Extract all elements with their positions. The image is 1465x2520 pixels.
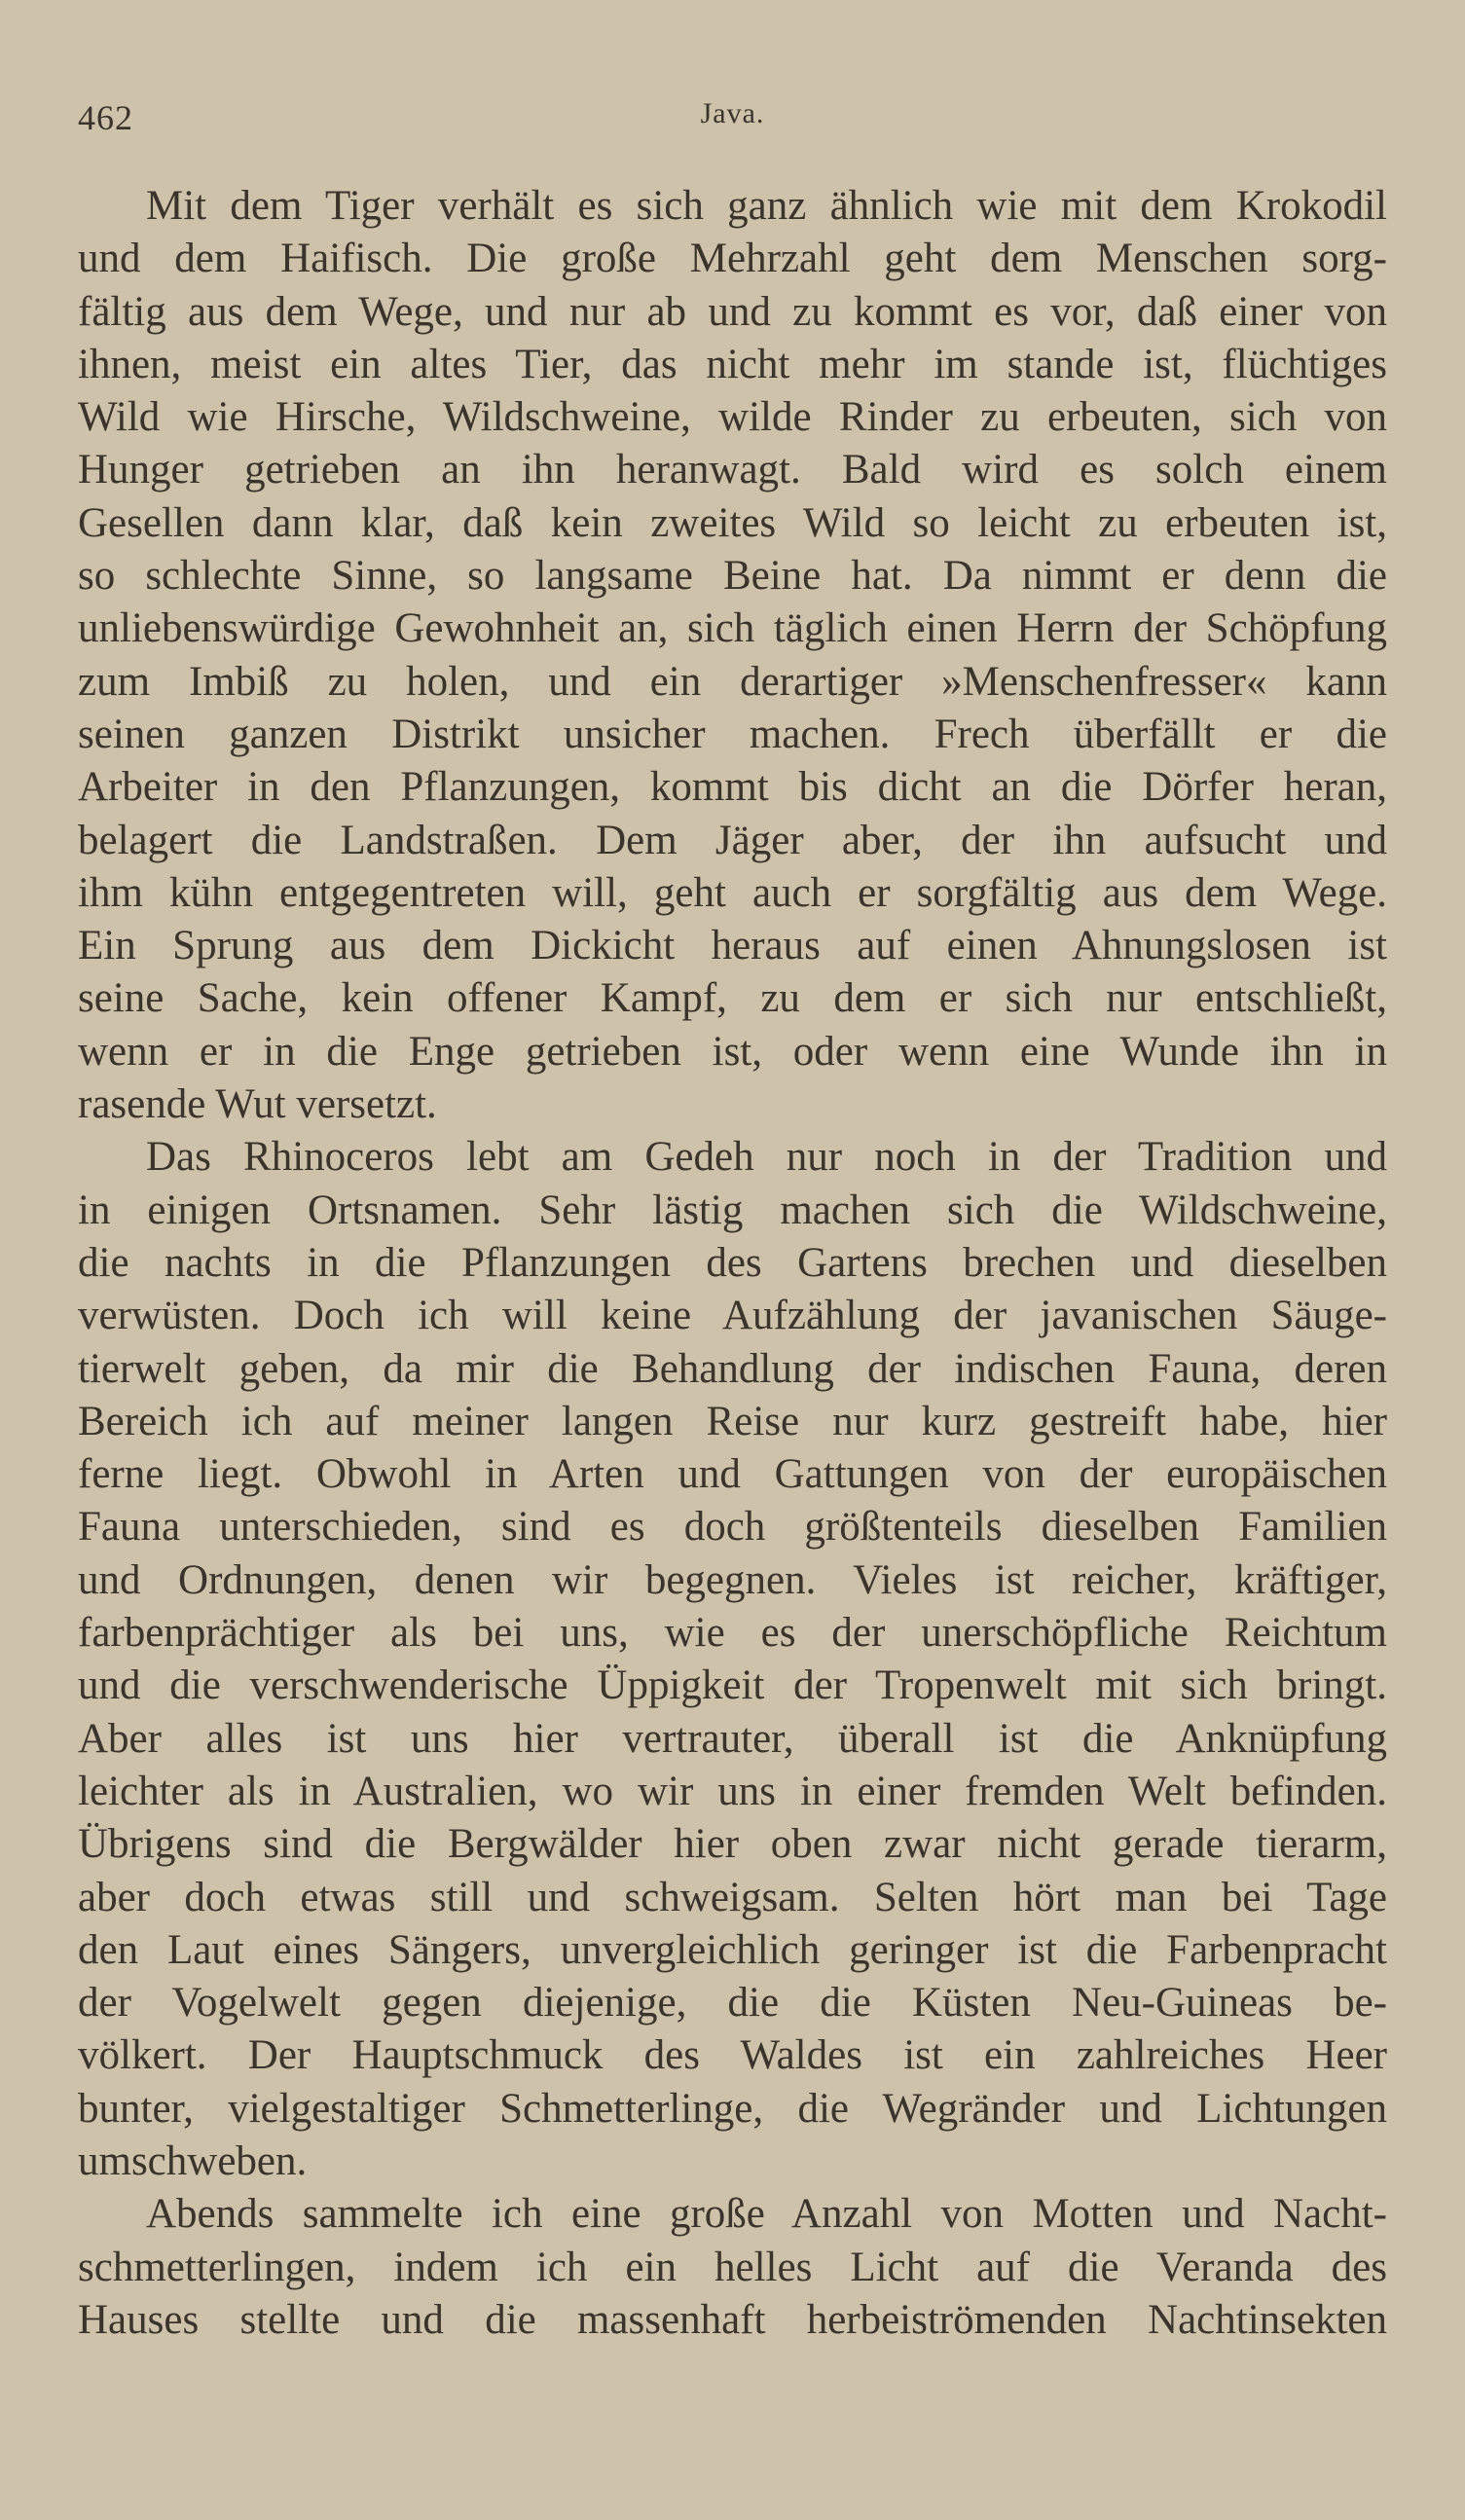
text-line: seine Sache, kein offener Kampf, zu dem er sich nur entschließt, bbox=[78, 975, 1387, 1022]
text-line: Hauses stellte und die massenhaft herbeiströmenden Nachtinsekten bbox=[78, 2296, 1387, 2343]
text-line: der Vogelwelt gegen diejenige, die die Küsten Neu-Guineas be- bbox=[78, 1980, 1387, 2027]
text-line: leichter als in Australien, wo wir uns in einer fremden Welt befinden. bbox=[78, 1768, 1387, 1814]
text-line: unliebenswürdige Gewohnheit an, sich täglich einen Herrn der Schöpfung bbox=[78, 605, 1387, 652]
text-line: Arbeiter in den Pflanzungen, kommt bis dicht an die Dörfer heran, bbox=[78, 764, 1387, 811]
text-line: zum Imbiß zu holen, und ein derartiger »Menschenfresser« kann bbox=[78, 658, 1387, 705]
text-line: wenn er in die Enge getrieben ist, oder wenn eine Wunde ihn in bbox=[78, 1028, 1387, 1075]
text-line: die nachts in die Pflanzungen des Gartens brechen und dieselben bbox=[78, 1239, 1387, 1286]
text-line: Übrigens sind die Bergwälder hier oben zwar nicht gerade tierarm, bbox=[78, 1821, 1387, 1868]
text-line: bunter, vielgestaltiger Schmetterlinge, die Wegränder und Lichtungen bbox=[78, 2085, 1387, 2132]
text-line: völkert. Der Hauptschmuck des Waldes ist ein zahlreiches Heer bbox=[78, 2032, 1387, 2079]
text-line: Wild wie Hirsche, Wildschweine, wilde Rinder zu erbeuten, sich von bbox=[78, 394, 1387, 441]
text-line: ihnen, meist ein altes Tier, das nicht mehr im stande ist, flüchtiges bbox=[78, 341, 1387, 387]
text-line: Das Rhinoceros lebt am Gedeh nur noch in der Tradition und bbox=[146, 1134, 1387, 1181]
page-number: 462 bbox=[78, 98, 133, 137]
text-line: farbenprächtiger als bei uns, wie es der unerschöpfliche Reichtum bbox=[78, 1610, 1387, 1657]
text-line: Hunger getrieben an ihn heranwagt. Bald wird es solch einem bbox=[78, 447, 1387, 493]
running-title: Java. bbox=[700, 97, 765, 129]
page-header bbox=[78, 97, 1387, 146]
text-line: und die verschwenderische Üppigkeit der Tropenwelt mit sich bringt. bbox=[78, 1662, 1387, 1709]
text-line: ihm kühn entgegentreten will, geht auch er sorgfältig aus dem Wege. bbox=[78, 869, 1387, 916]
text-line: seinen ganzen Distrikt unsicher machen. Frech überfällt er die bbox=[78, 711, 1387, 757]
text-line: belagert die Landstraßen. Dem Jäger aber, der ihn aufsucht und bbox=[78, 817, 1387, 863]
text-line: Gesellen dann klar, daß kein zweites Wild so leicht zu erbeuten ist, bbox=[78, 499, 1387, 546]
text-line: aber doch etwas still und schweigsam. Selten hört man bei Tage bbox=[78, 1874, 1387, 1920]
text-line: umschweben. bbox=[78, 2137, 308, 2184]
text-line: Abends sammelte ich eine große Anzahl von Motten und Nacht- bbox=[146, 2191, 1387, 2238]
text-line: Mit dem Tiger verhält es sich ganz ähnlich wie mit dem Krokodil bbox=[146, 183, 1387, 229]
text-line: verwüsten. Doch ich will keine Aufzählung der javanischen Säuge- bbox=[78, 1293, 1387, 1339]
text-line: den Laut eines Sängers, unvergleichlich geringer ist die Farbenpracht bbox=[78, 1926, 1387, 1973]
body-text bbox=[78, 180, 1387, 2347]
text-line: rasende Wut versetzt. bbox=[78, 1081, 437, 1128]
text-line: tierwelt geben, da mir die Behandlung der indischen Fauna, deren bbox=[78, 1345, 1387, 1392]
text-line: ferne liegt. Obwohl in Arten und Gattungen von der europäischen bbox=[78, 1451, 1387, 1498]
text-line: und dem Haifisch. Die große Mehrzahl geht dem Menschen sorg- bbox=[78, 236, 1387, 282]
text-line: Aber alles ist uns hier vertrauter, überall ist die Anknüpfung bbox=[78, 1715, 1387, 1762]
text-line: Bereich ich auf meiner langen Reise nur kurz gestreift habe, hier bbox=[78, 1398, 1387, 1444]
text-line: Ein Sprung aus dem Dickicht heraus auf einen Ahnungslosen ist bbox=[78, 923, 1387, 969]
text-line: fältig aus dem Wege, und nur ab und zu kommt es vor, daß einer von bbox=[78, 288, 1387, 335]
text-line: so schlechte Sinne, so langsame Beine hat. Da nimmt er denn die bbox=[78, 553, 1387, 600]
text-line: in einigen Ortsnamen. Sehr lästig machen sich die Wildschweine, bbox=[78, 1187, 1387, 1233]
text-line: Fauna unterschieden, sind es doch größtenteils dieselben Familien bbox=[78, 1504, 1387, 1551]
text-line: und Ordnungen, denen wir begegnen. Vieles ist reicher, kräftiger, bbox=[78, 1556, 1387, 1603]
text-line: schmetterlingen, indem ich ein helles Licht auf die Veranda des bbox=[78, 2244, 1387, 2290]
